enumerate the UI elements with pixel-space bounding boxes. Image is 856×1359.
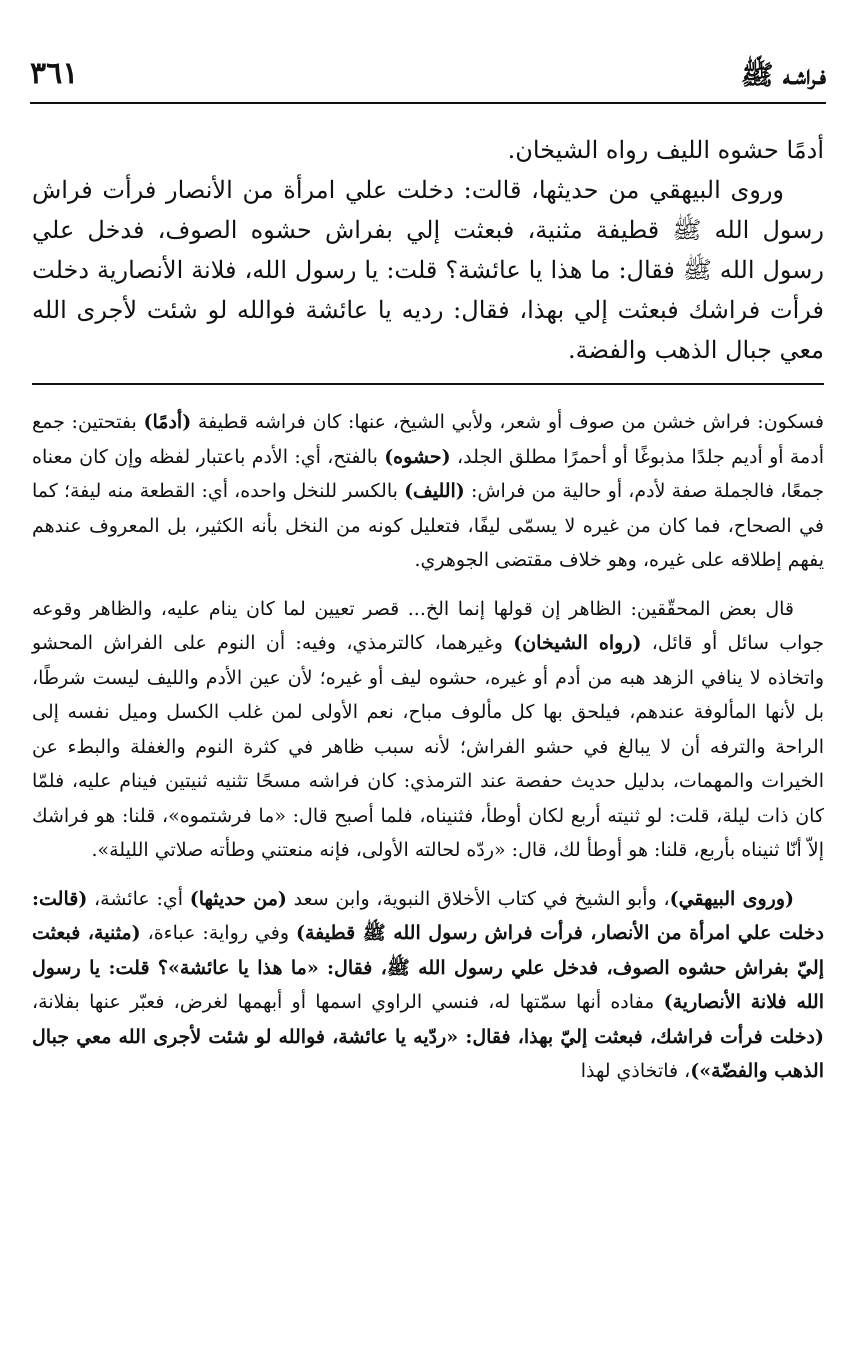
page-header: [30, 58, 826, 104]
quoted-term: (رواه الشيخان): [513, 632, 642, 654]
commentary-text: وغيرهما، كالترمذي، وفيه: أن النوم على الفراش المحشو واتخاذه لا ينافي الزهد هبه من أدم أو غيره، حشوه ليف أو غيره؛ لأن عين الأدم والليف ليست شرطًا، بل لأنها المألوفة عندهم، فيلحق بها كل مألوف مباح، نعم الأولى لمن غلب الكسل وميل نفسه إلى الراحة والترفه أن لا يبالغ في حشو الفراش؛ لأنه سبب ظاهر في كثرة النوم والغفلة والبطء عن الخيرات والمهمات، بدليل حديث حفصة عند الترمذي: كان فراشه مسحًا تثنيه ثنيتين فينام عليه، فلمّا كان ذات ليلة، قلت: لو ثنيته أربع لكان أوطأ، فثنيناه، فلما أصبح قال: «ما فرشتموه»، قلنا: هو فراشك إلاّ أنّا ثنيناه بأربع، قلنا: هو أوطأ لك، قال: «ردّه لحالته الأولى، فإنه منعتني وطأته صلاتي الليلة».: [32, 632, 824, 861]
chapter-title: فـراشـه ﷺ: [740, 60, 826, 91]
commentary-text: قال بعض المحقّقين: الظاهر إن قولها إنما الخ... قصر تعيين لما كان ينام عليه، والظاهر وقوعه جواب سائل أو قائل،: [32, 597, 825, 654]
section-divider: [32, 383, 824, 385]
quoted-term: (حشوه): [384, 445, 451, 468]
commentary-text: بالكسر للنخل واحده، أي: القطعة منه ليفة؛ كما في الصحاح، فما كان من غيره لا يسمّى ليفًا، فتعليل كونه من النخل بأنه الكثير، بل المعروف عندهم يفهم إطلاقه على غيره، وهو خلاف مقتضى الجوهري.: [32, 480, 825, 571]
quoted-term: (الليف): [404, 480, 465, 502]
commentary-text: بفتحتين: جمع أدمة أو أديم جلدًا مذبوغًا أو أحمرًا مطلق الجلد،: [32, 411, 824, 468]
main-paragraph-1: أدمًا حشوه الليف رواه الشيخان.: [507, 136, 824, 164]
quoted-term: (دخلت فرأت فراشك، فبعثت إليّ بهذا، فقال: «ردّيه يا عائشة، فوالله لو شئت لأجرى الله معي جبال الذهب والفضّة»): [32, 1025, 824, 1082]
main-paragraph-2: وروى البيهقي من حديثها، قالت: دخلت علي امرأة من الأنصار فرأت فراش رسول الله ﷺ قطيفة مثنية، فبعثت إلي بفراش حشوه الصوف، فدخل علي رسول الله ﷺ فقال: ما هذا يا عائشة؟ قلت: يا رسول الله، فلانة الأنصارية دخلت فرأت فراشك فبعثت إلي بهذا، فقال: رديه يا عائشة فوالله لو شئت لأجرى الله معي جبال الذهب والفضة.: [32, 176, 824, 364]
quoted-term: (قالت: دخلت علي امرأة من الأنصار، فرأت فراش رسول الله ﷺ قطيفة): [32, 887, 824, 944]
commentary-text: فسكون: فراش خشن من صوف أو شعر، ولأبي الشيخ، عنها: كان فراشه قطيفة: [191, 411, 824, 433]
commentary-text: أي: عائشة،: [87, 887, 190, 910]
commentary-section: [32, 405, 824, 1103]
commentary-text: وفي رواية: عباءة،: [140, 922, 296, 944]
commentary-text: ، فاتخاذي لهذا: [580, 1060, 691, 1082]
quoted-term: (أدمًا): [143, 411, 192, 433]
commentary-text: مفاده أنها سمّتها له، فنسي الراوي اسمها أو أبهمها لغرض، فعبّر عنها بفلانة،: [32, 991, 664, 1013]
commentary-text: ، وأبو الشيخ في كتاب الأخلاق النبوية، وابن سعد: [286, 887, 670, 910]
commentary-paragraph-3: [32, 882, 824, 1089]
commentary-paragraph-1: [32, 405, 824, 578]
main-hadith-text: [32, 130, 824, 370]
commentary-text: بالفتح، أي: الأدم باعتبار لفظه وإن كان معناه جمعًا، فالجملة صفة لأدم، أو حالية من فراش:: [32, 445, 825, 502]
quoted-term: (مثنية، فبعثت إليّ بفراش حشوه الصوف، فدخل علي رسول الله ﷺ، فقال: «ما هذا يا عائشة»؟ قلت: يا رسول الله فلانة الأنصارية): [32, 922, 825, 1013]
commentary-paragraph-2: [32, 592, 824, 868]
page-number: ٣٦١: [30, 56, 79, 91]
quoted-term: (من حديثها): [189, 887, 287, 910]
quoted-term: (وروى البيهقي): [669, 887, 794, 910]
